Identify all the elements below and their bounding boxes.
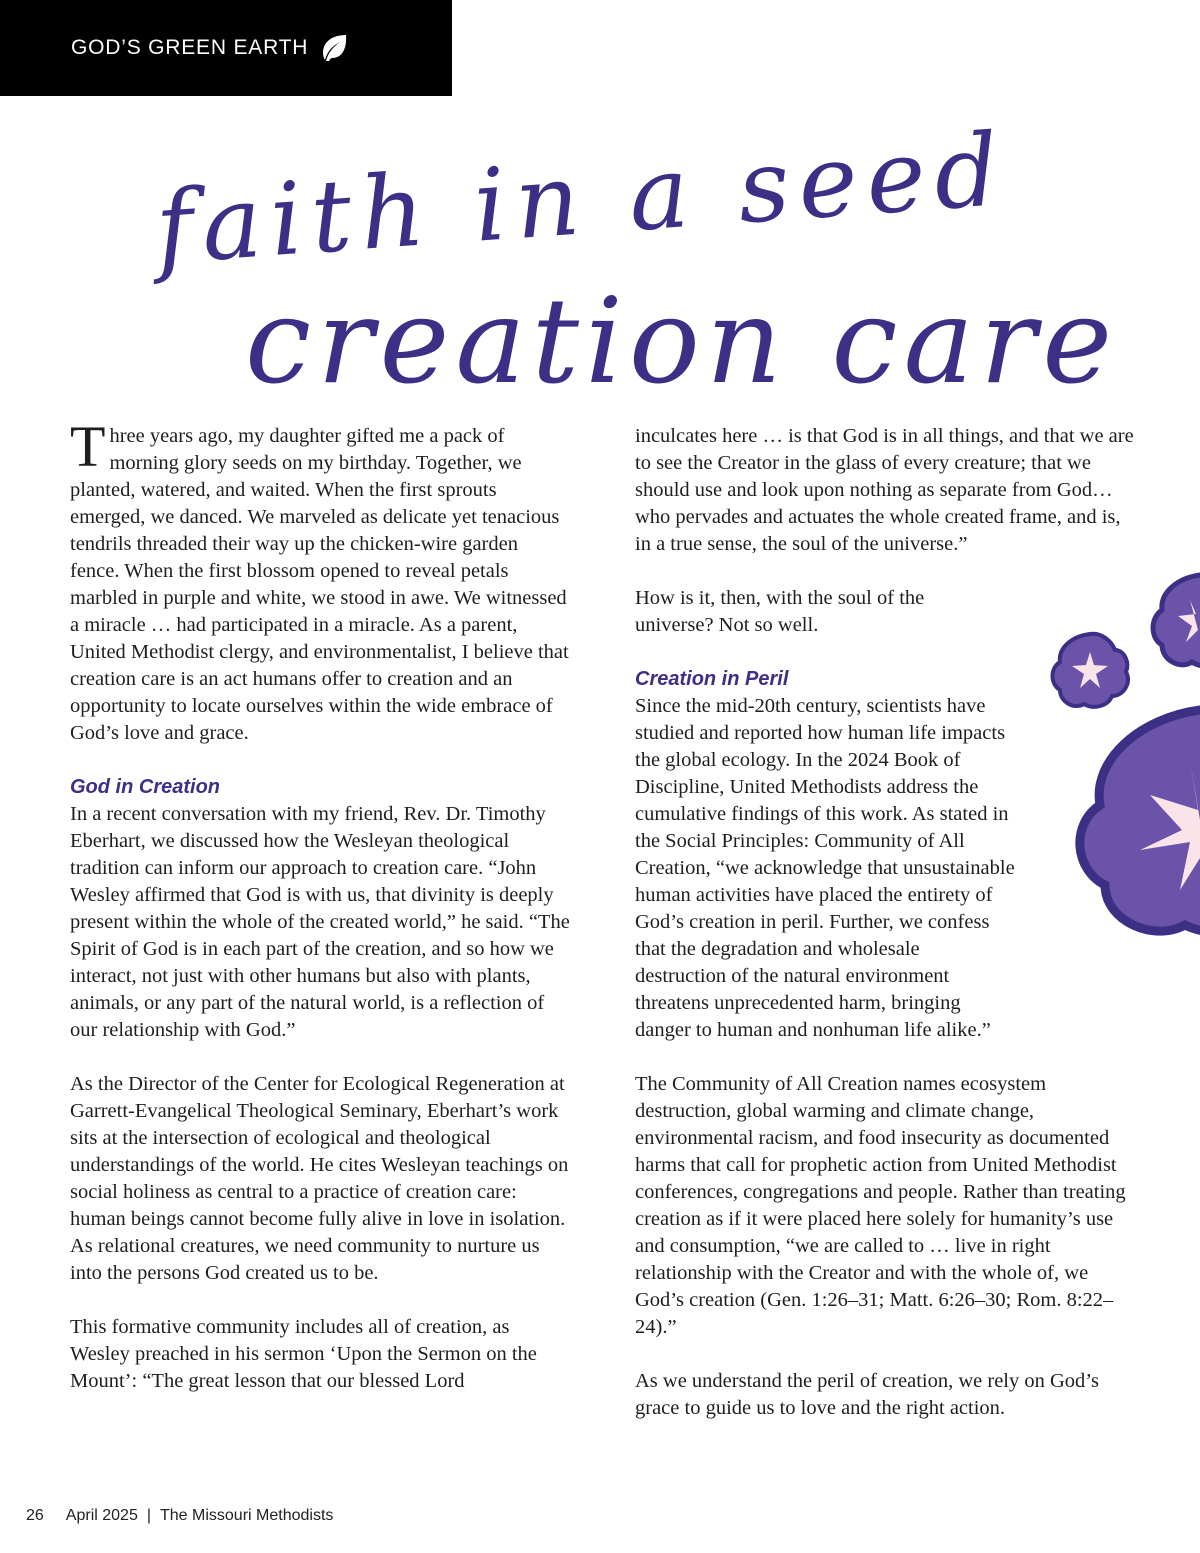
section-label: GOD’S GREEN EARTH: [71, 36, 309, 59]
paragraph: This formative community includes all of creation, as Wesley preached in his sermon ‘Upon the Sermon on the Mount’: “The great lesson that our blessed Lord: [70, 1316, 537, 1392]
drop-cap: T: [70, 414, 106, 479]
intro-paragraph: [70, 414, 570, 747]
paragraph: How is it, then, with the soul of the universe? Not so well.: [635, 587, 925, 636]
footer-separator: |: [146, 1507, 151, 1524]
issue-date: April 2025: [65, 1507, 138, 1524]
paragraph: In a recent conversation with my friend, Rev. Dr. Timothy Eberhart, we discussed how the Wesleyan theological tradition can inform our approach to creation care. “John Wesley affirmed that God is with us, that divinity is deeply present within the whole of the created world,” he said. “The Spirit of God is in each part of the creation, and so how we interact, not just with other humans but also with plants, animals, or any part of the natural world, is a reflection of our relationship with God.”: [70, 803, 570, 1041]
article-title-line2: creation care: [245, 272, 1119, 410]
paragraph: inculcates here … is that God is in all things, and that we are to see the Creator in the glass of every creature; that we should use and look upon nothing as separate from God…who pervades and actuates the whole created frame, and is, in a true sense, the soul of the universe.”: [635, 425, 1134, 555]
left-column: [70, 414, 570, 1422]
paragraph: As we understand the peril of creation, we rely on God’s grace to guide us to love and the right action.: [635, 1370, 1099, 1419]
morning-glory-flower-icon: [1153, 575, 1200, 667]
subhead-god-in-creation: God in Creation: [70, 776, 220, 798]
paragraph: The Community of All Creation names ecosystem destruction, global warming and climate change, environmental racism, and food insecurity as documented harms that call for prophetic action from United Methodist conferences, congregations and people. Rather than treating creation as if it were placed here solely for humanity’s use and consumption, “we are called to … live in right relationship with the Creator and with the whole of, we God’s creation (Gen. 1:26–31; Matt. 6:26–30; Rom. 8:22–24).”: [635, 1073, 1126, 1338]
paragraph: Since the mid-20th century, scientists have studied and reported how human life impacts the global ecology. In the 2024 Book of Discipline, United Methodists address the cumulative findings of this work. As stated in the Social Principles: Community of All Creation, “we acknowledge that unsustainable human activities have placed the entirety of God’s creation in peril. Further, we confess that the degradation and wholesale destruction of the natural environment threatens unprecedented harm, bringing danger to human and nonhuman life alike.”: [635, 695, 1015, 1041]
section-header: [0, 0, 452, 96]
morning-glory-flowers: [1030, 560, 1200, 1010]
publication-name: The Missouri Methodists: [160, 1507, 334, 1524]
paragraph: As the Director of the Center for Ecological Regeneration at Garrett-Evangelical Theological Seminary, Eberhart’s work sits at the intersection of ecological and theological understandings of the world. He cites Wesleyan teachings on social holiness as central to a practice of creation care: human beings cannot become fully alive in love in isolation. As relational creatures, we need community to nurture us into the persons God created us to be.: [70, 1073, 569, 1284]
article-title-line1: faith in a seed: [151, 110, 1012, 287]
leaf-icon: [318, 32, 350, 64]
subhead-creation-in-peril: Creation in Peril: [635, 668, 789, 690]
morning-glory-flower-icon: [1080, 709, 1200, 931]
intro-text: hree years ago, my daughter gifted me a pack of morning glory seeds on my birthday. Together, we planted, watered, and waited. When the first sprouts emerged, we danced. We marveled as delicate yet tenacious tendrils threaded their way up the chicken-wire garden fence. When the first blossom opened to reveal petals marbled in purple and white, we stood in awe. We witnessed a miracle … had participated in a miracle. As a parent, United Methodist clergy, and environmentalist, I believe that creation care is an act humans offer to creation and an opportunity to locate ourselves within the wide embrace of God’s love and grace.: [70, 425, 569, 744]
page-footer: [26, 1507, 333, 1525]
morning-glory-flower-icon: [1053, 634, 1129, 707]
page-number: 26: [26, 1507, 44, 1524]
